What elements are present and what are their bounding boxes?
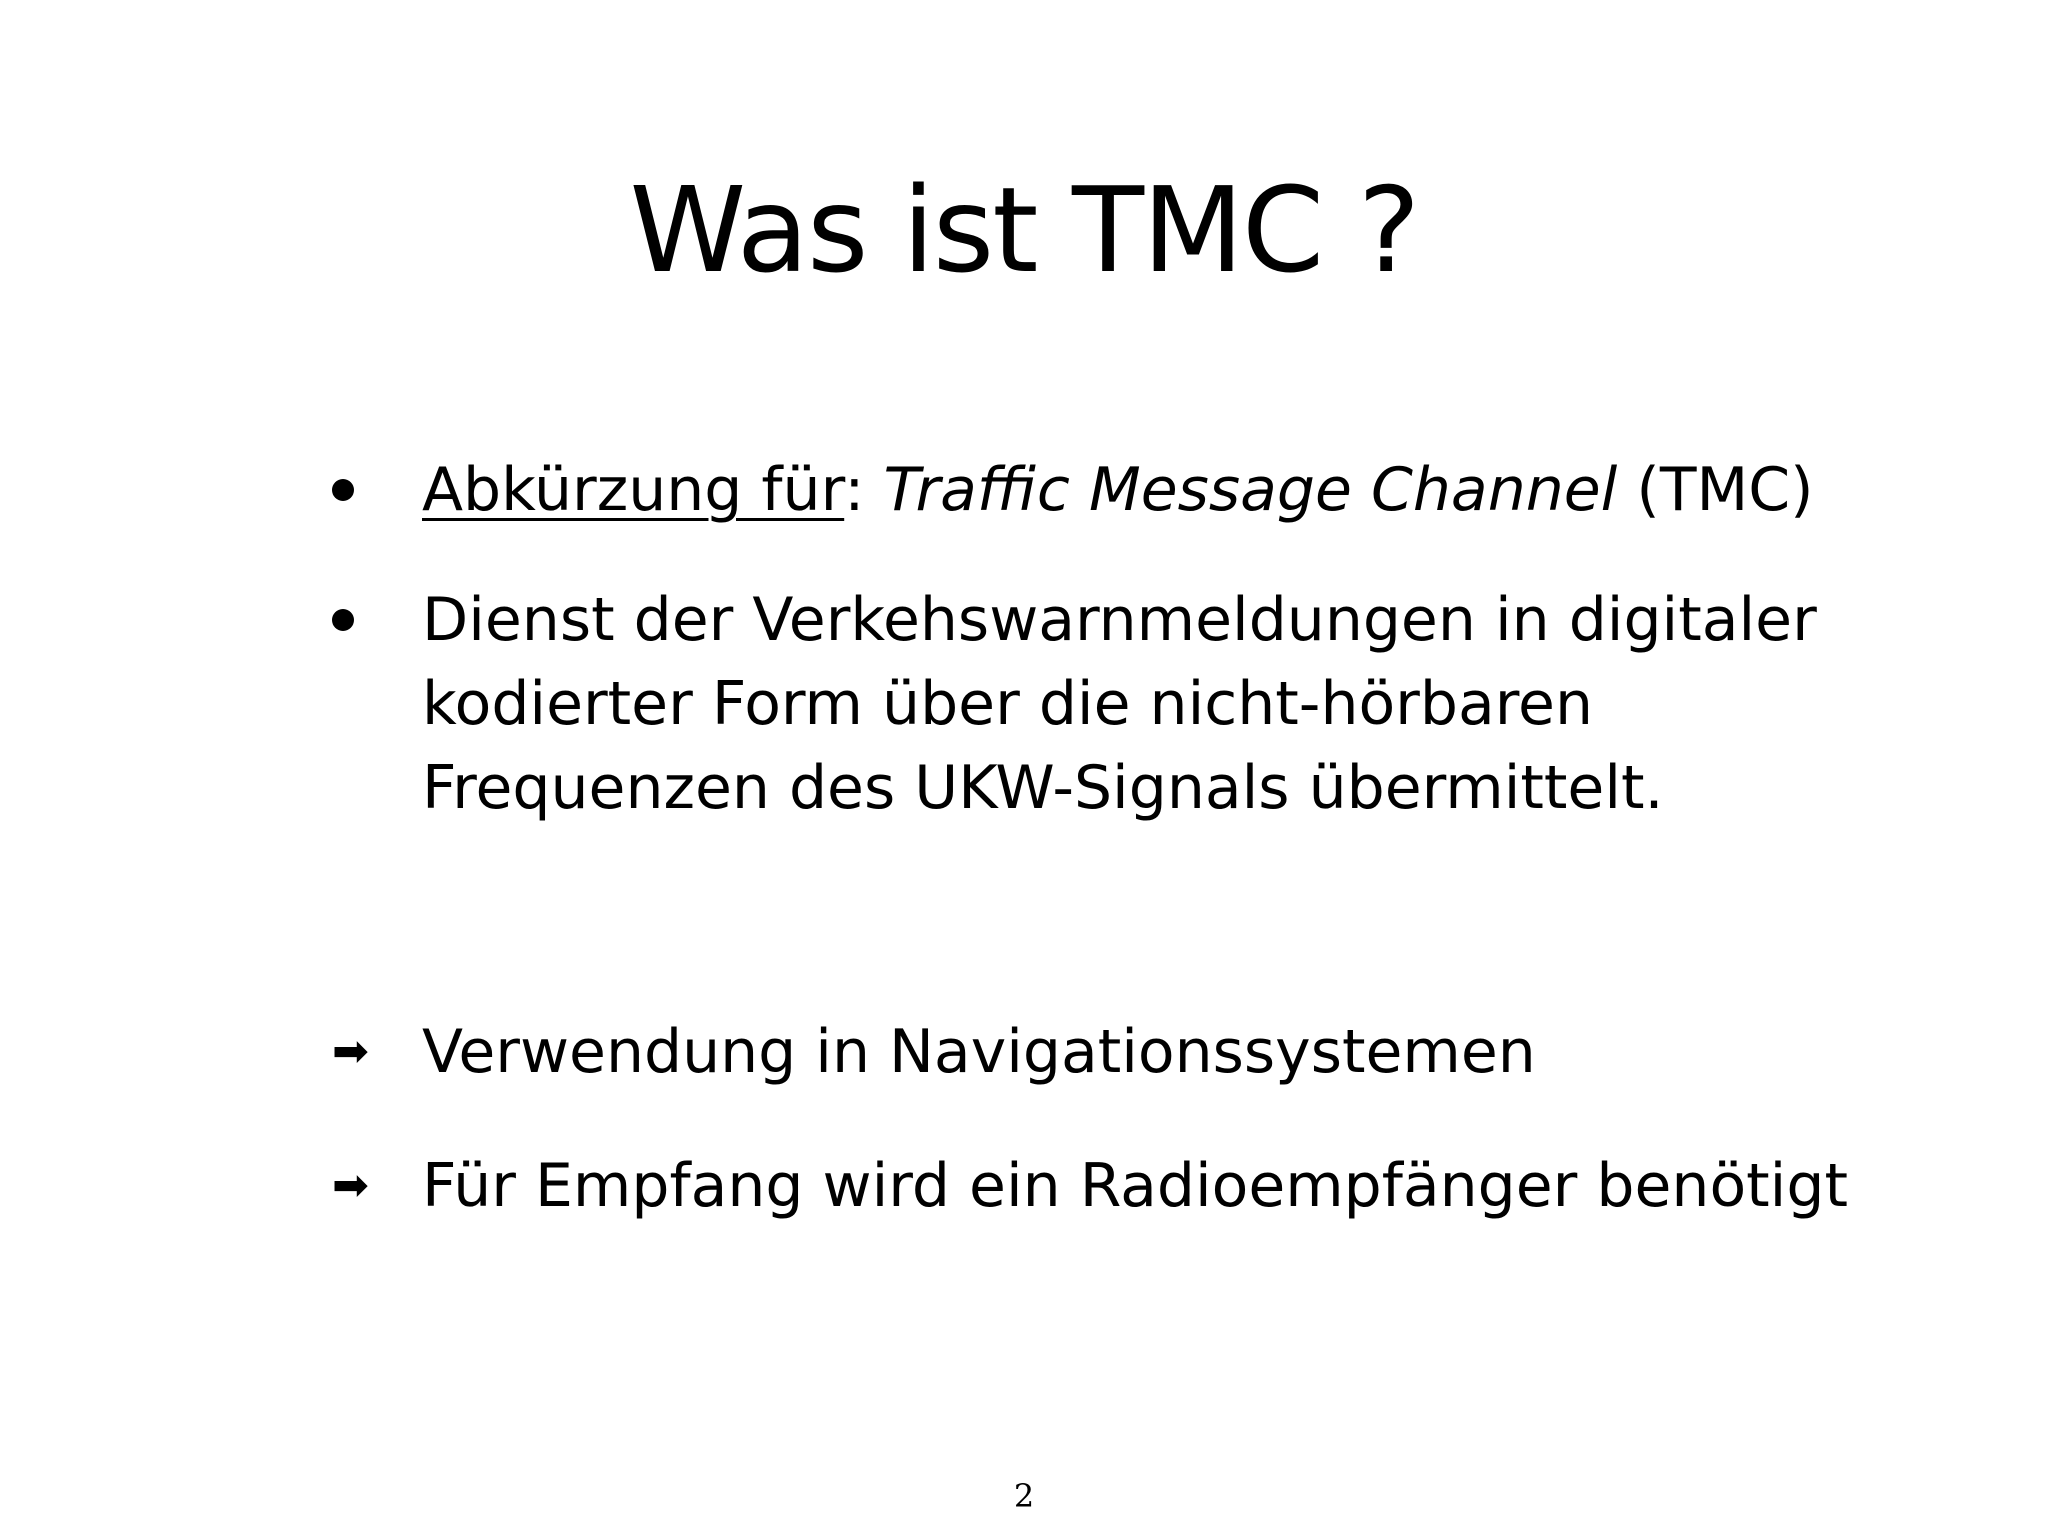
- conclusion-text: Verwendung in Navigationssystemen: [422, 1017, 1536, 1087]
- bullet-dot-icon: [332, 479, 354, 501]
- abbreviation-expansion: Traffic Message Channel: [883, 455, 1618, 525]
- bullet-text: [422, 448, 1982, 532]
- abbreviation-label: Abkürzung für: [422, 455, 845, 525]
- definition-line-1: Dienst der Verkehswarnmeldungen in digitaler: [422, 585, 1817, 655]
- conclusion-text: Für Empfang wird ein Radioempfänger benötigt: [422, 1151, 1848, 1221]
- definition-line-2: kodierter Form über die nicht-hörbaren: [422, 669, 1593, 739]
- bullet-dot-icon: [332, 609, 354, 631]
- right-arrow-icon: ➡: [332, 1026, 369, 1077]
- abbreviation-acronym: (TMC): [1636, 455, 1814, 525]
- slide-title: Was ist TMC ?: [629, 161, 1419, 299]
- abbreviation-colon: :: [844, 455, 865, 525]
- page-number: 2: [1013, 1477, 1035, 1515]
- right-arrow-icon: ➡: [332, 1160, 369, 1211]
- bullet-text: [422, 578, 1982, 830]
- definition-line-3: Frequenzen des UKW-Signals übermittelt.: [422, 753, 1664, 823]
